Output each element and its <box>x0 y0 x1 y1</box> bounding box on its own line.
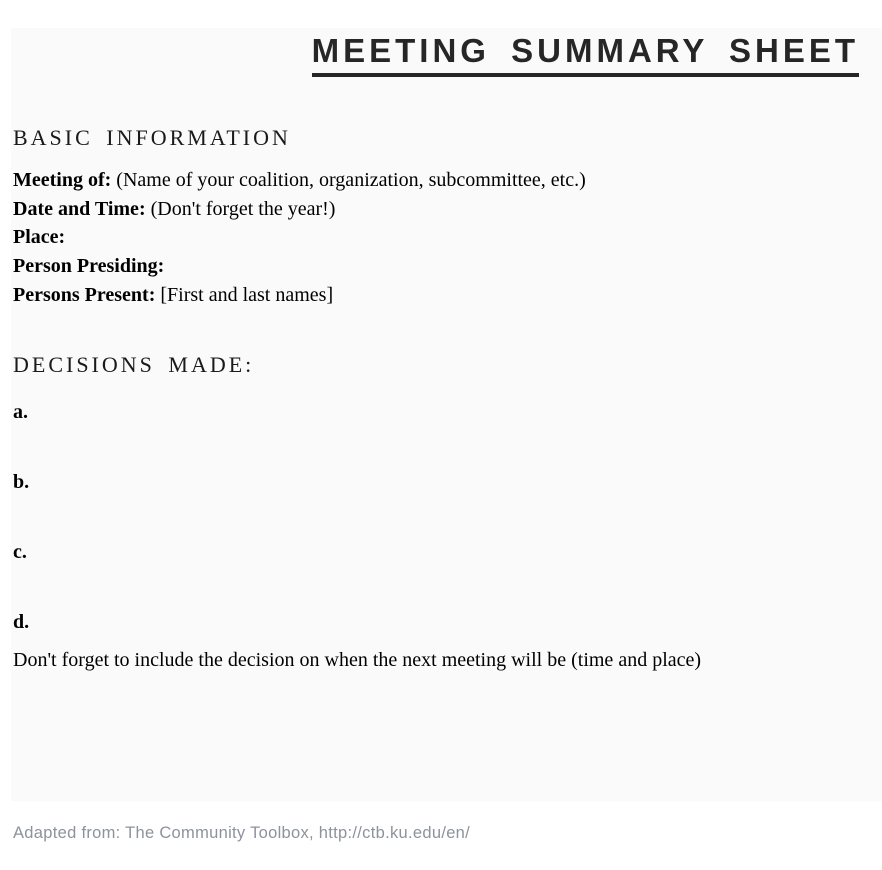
decision-note: Don't forget to include the decision on when the next meeting will be (time and place) <box>13 648 702 671</box>
field-label: Place: <box>13 226 66 249</box>
document-page <box>11 28 882 801</box>
field-row-date-and-time <box>13 195 882 224</box>
section-heading-decisions-made: DECISIONS MADE: <box>13 351 255 377</box>
field-value: (Don't forget the year!) <box>150 197 336 220</box>
field-label: Persons Present: <box>13 283 156 306</box>
field-value: [First and last names] <box>160 283 334 306</box>
footer-attribution: Adapted from: The Community Toolbox, http://ctb.ku.edu/en/ <box>13 824 471 842</box>
decision-item-d: d. <box>13 610 30 633</box>
title-row <box>13 34 882 77</box>
decisions-list <box>13 402 882 632</box>
decision-item-c: c. <box>13 540 27 563</box>
page-title: MEETING SUMMARY SHEET <box>312 34 859 77</box>
field-label: Date and Time: <box>13 197 146 220</box>
field-row-persons-present <box>13 281 882 310</box>
field-row-place <box>13 223 882 252</box>
field-label: Person Presiding: <box>13 255 165 278</box>
field-row-meeting-of <box>13 166 882 195</box>
basic-information-fields <box>13 166 882 310</box>
field-label: Meeting of: <box>13 169 112 191</box>
field-value: (Name of your coalition, organization, subcommittee, etc.) <box>116 169 586 191</box>
decision-item-a: a. <box>13 400 28 423</box>
section-heading-basic-information: BASIC INFORMATION <box>13 125 291 150</box>
decision-item-b: b. <box>13 470 30 493</box>
field-row-person-presiding <box>13 252 882 281</box>
